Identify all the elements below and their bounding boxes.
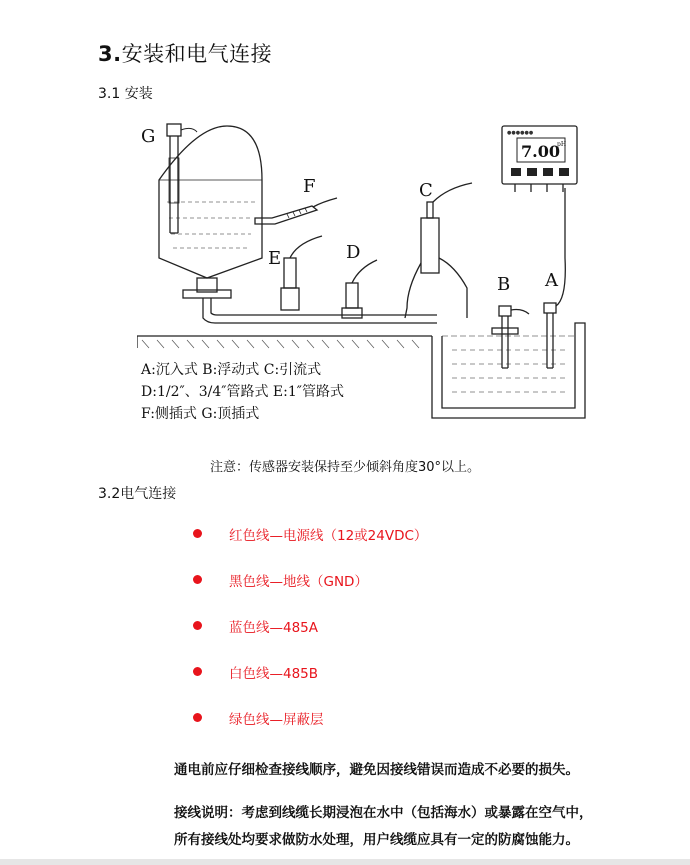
wire-item-white bbox=[0, 662, 690, 684]
wire-item-black bbox=[0, 570, 690, 592]
bullet-icon bbox=[193, 621, 202, 630]
legend-line-2: D:1/2″、3/4″管路式 E:1″管路式 bbox=[141, 384, 344, 400]
sensor-f bbox=[255, 198, 337, 224]
section-title: 安装和电气连接 bbox=[121, 42, 273, 66]
label-f: F bbox=[303, 176, 316, 197]
page-bottom-divider bbox=[0, 859, 690, 865]
wire-label: 黑色线—地线（GND） bbox=[229, 574, 368, 590]
wire-label: 绿色线—屏蔽层 bbox=[229, 712, 324, 728]
page-title bbox=[98, 38, 272, 68]
label-g: G bbox=[141, 126, 156, 147]
wire-item-red bbox=[0, 524, 690, 546]
meter-brand: ●●●●●● bbox=[507, 130, 534, 136]
installation-diagram bbox=[137, 118, 587, 436]
wire-label: 红色线—电源线（12或24VDC） bbox=[229, 528, 428, 544]
sensor-e bbox=[281, 236, 322, 310]
wire-label: 蓝色线—485A bbox=[229, 620, 319, 636]
bullet-icon bbox=[193, 713, 202, 722]
wire-item-blue bbox=[0, 616, 690, 638]
bullet-icon bbox=[193, 529, 202, 538]
power-on-warning: 通电前应仔细检查接线顺序，避免因接线错误而造成不必要的损失。 bbox=[174, 762, 579, 778]
wire-label: 白色线—485B bbox=[229, 666, 319, 682]
wiring-description-line-2: 所有接线处均要求做防水处理，用户线缆应具有一定的防腐蚀能力。 bbox=[174, 832, 579, 848]
legend-line-3: F:侧插式 G:顶插式 bbox=[141, 406, 260, 422]
wire-item-green bbox=[0, 708, 690, 730]
bullet-icon bbox=[193, 667, 202, 676]
label-d: D bbox=[346, 242, 361, 263]
sensor-d bbox=[342, 260, 377, 318]
label-b: B bbox=[497, 274, 511, 295]
meter-unit: pH bbox=[557, 141, 567, 148]
label-c: C bbox=[419, 180, 433, 201]
sensor-c bbox=[405, 183, 472, 318]
install-note: 注意：传感器安装保持至少倾斜角度30°以上。 bbox=[210, 460, 481, 475]
label-a: A bbox=[545, 270, 558, 291]
section-number: 3. bbox=[98, 42, 122, 66]
sensor-b bbox=[492, 306, 529, 368]
bullet-icon bbox=[193, 575, 202, 584]
wiring-description-line-1: 接线说明：考虑到线缆长期浸泡在水中（包括海水）或暴露在空气中， bbox=[174, 805, 593, 821]
electrical-section-title: 3.2电气连接 bbox=[98, 486, 177, 502]
label-e: E bbox=[268, 248, 282, 269]
sensor-g bbox=[167, 124, 181, 136]
legend-line-1: A:沉入式 B:浮动式 C:引流式 bbox=[141, 362, 322, 378]
install-section-title: 3.1 安装 bbox=[98, 86, 153, 102]
meter-reading: 7.00 bbox=[521, 142, 560, 161]
